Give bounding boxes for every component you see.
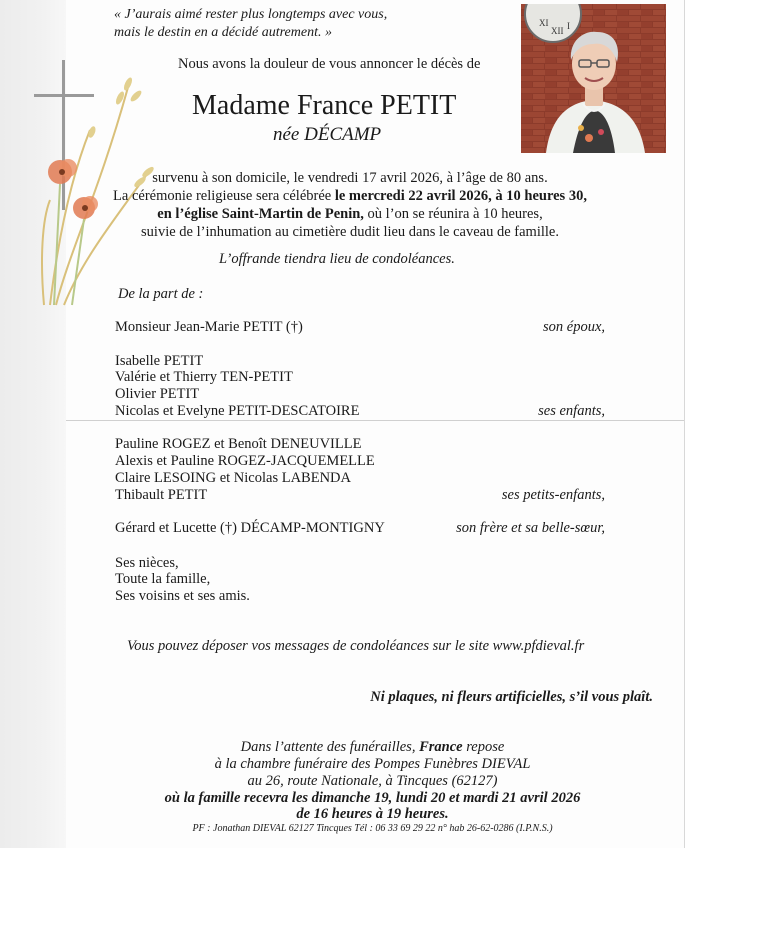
grandchild-2: Alexis et Pauline ROGEZ-JACQUEMELLE	[115, 453, 375, 469]
ceremony-line	[70, 188, 630, 205]
announcement-text: Nous avons la douleur de vous annoncer le décès de	[178, 56, 481, 72]
spouse-name: Monsieur Jean-Marie PETIT (†)	[115, 319, 303, 335]
from-label: De la part de :	[118, 286, 204, 302]
rest-suffix: repose	[462, 739, 505, 755]
opening-quote	[114, 6, 387, 42]
cross-vertical	[62, 60, 65, 210]
ceremony-date: le mercredi 22 avril 2026, à 10 heures 30,	[334, 188, 587, 204]
svg-text:XII: XII	[551, 26, 564, 36]
website-note: Vous pouvez déposer vos messages de condoléances sur le site www.pfdieval.fr	[127, 638, 585, 654]
offering-note: L’offrande tiendra lieu de condoléances.	[219, 251, 455, 267]
grandchild-4: Thibault PETIT	[115, 487, 208, 503]
rest-prefix: Dans l’attente des funérailles,	[240, 739, 420, 755]
grandchild-1: Pauline ROGEZ et Benoît DENEUVILLE	[115, 436, 362, 452]
rest-line-3: au 26, route Nationale, à Tincques (62127)	[247, 773, 498, 789]
other-family-3: Ses voisins et ses amis.	[115, 588, 250, 604]
deceased-photo	[521, 4, 666, 153]
svg-text:I: I	[567, 21, 570, 31]
rest-line-2: à la chambre funéraire des Pompes Funèbres DIEVAL	[214, 756, 531, 772]
spouse-role: son époux,	[542, 319, 605, 335]
rest-line-1	[70, 739, 675, 756]
deceased-name: Madame France PETIT	[192, 90, 457, 121]
sibling-name: Gérard et Lucette (†) DÉCAMP-MONTIGNY	[115, 520, 385, 536]
other-family-1: Ses nièces,	[115, 555, 179, 571]
quote-line-2: mais le destin en a décidé autrement. »	[114, 25, 332, 40]
footer-contact: PF : Jonathan DIEVAL 62127 Tincques Tél : 06 33 69 29 22 n° hab 26-62-0286 (I.P.N.S.)	[192, 823, 553, 834]
church-line	[70, 206, 630, 223]
sibling-role: son frère et sa belle-sœur,	[456, 520, 605, 536]
ceremony-prefix: La cérémonie religieuse sera célébrée	[113, 188, 335, 204]
svg-text:XI: XI	[539, 18, 549, 28]
church-suffix: où l’on se réunira à 10 heures,	[363, 206, 543, 222]
grandchildren-role: ses petits-enfants,	[501, 487, 605, 503]
children-role: ses enfants,	[538, 403, 605, 419]
child-4: Nicolas et Evelyne PETIT-DESCATOIRE	[115, 403, 360, 419]
grandchild-3: Claire LESOING et Nicolas LABENDA	[115, 470, 351, 486]
burial-line: suivie de l’inhumation au cimetière dudit lieu dans le caveau de famille.	[141, 224, 559, 240]
maiden-name: née DÉCAMP	[273, 124, 382, 145]
child-1: Isabelle PETIT	[115, 353, 204, 369]
flowers-note: Ni plaques, ni fleurs artificielles, s’il vous plaît.	[370, 689, 653, 705]
child-2: Valérie et Thierry TEN-PETIT	[115, 369, 293, 385]
child-3: Olivier PETIT	[115, 386, 200, 402]
cross-horizontal	[34, 94, 94, 97]
church-name: en l’église Saint-Martin de Penin,	[157, 206, 364, 222]
quote-line-1: « J’aurais aimé rester plus longtemps avec vous,	[114, 7, 388, 22]
rest-line-5: de 16 heures à 19 heures.	[296, 806, 449, 822]
page-fold-line	[66, 420, 684, 421]
rest-name: France	[419, 739, 463, 755]
other-family-2: Toute la famille,	[115, 571, 211, 587]
rest-line-4: où la famille recevra les dimanche 19, lundi 20 et mardi 21 avril 2026	[164, 790, 581, 806]
death-details: survenu à son domicile, le vendredi 17 avril 2026, à l’âge de 80 ans.	[152, 170, 548, 186]
